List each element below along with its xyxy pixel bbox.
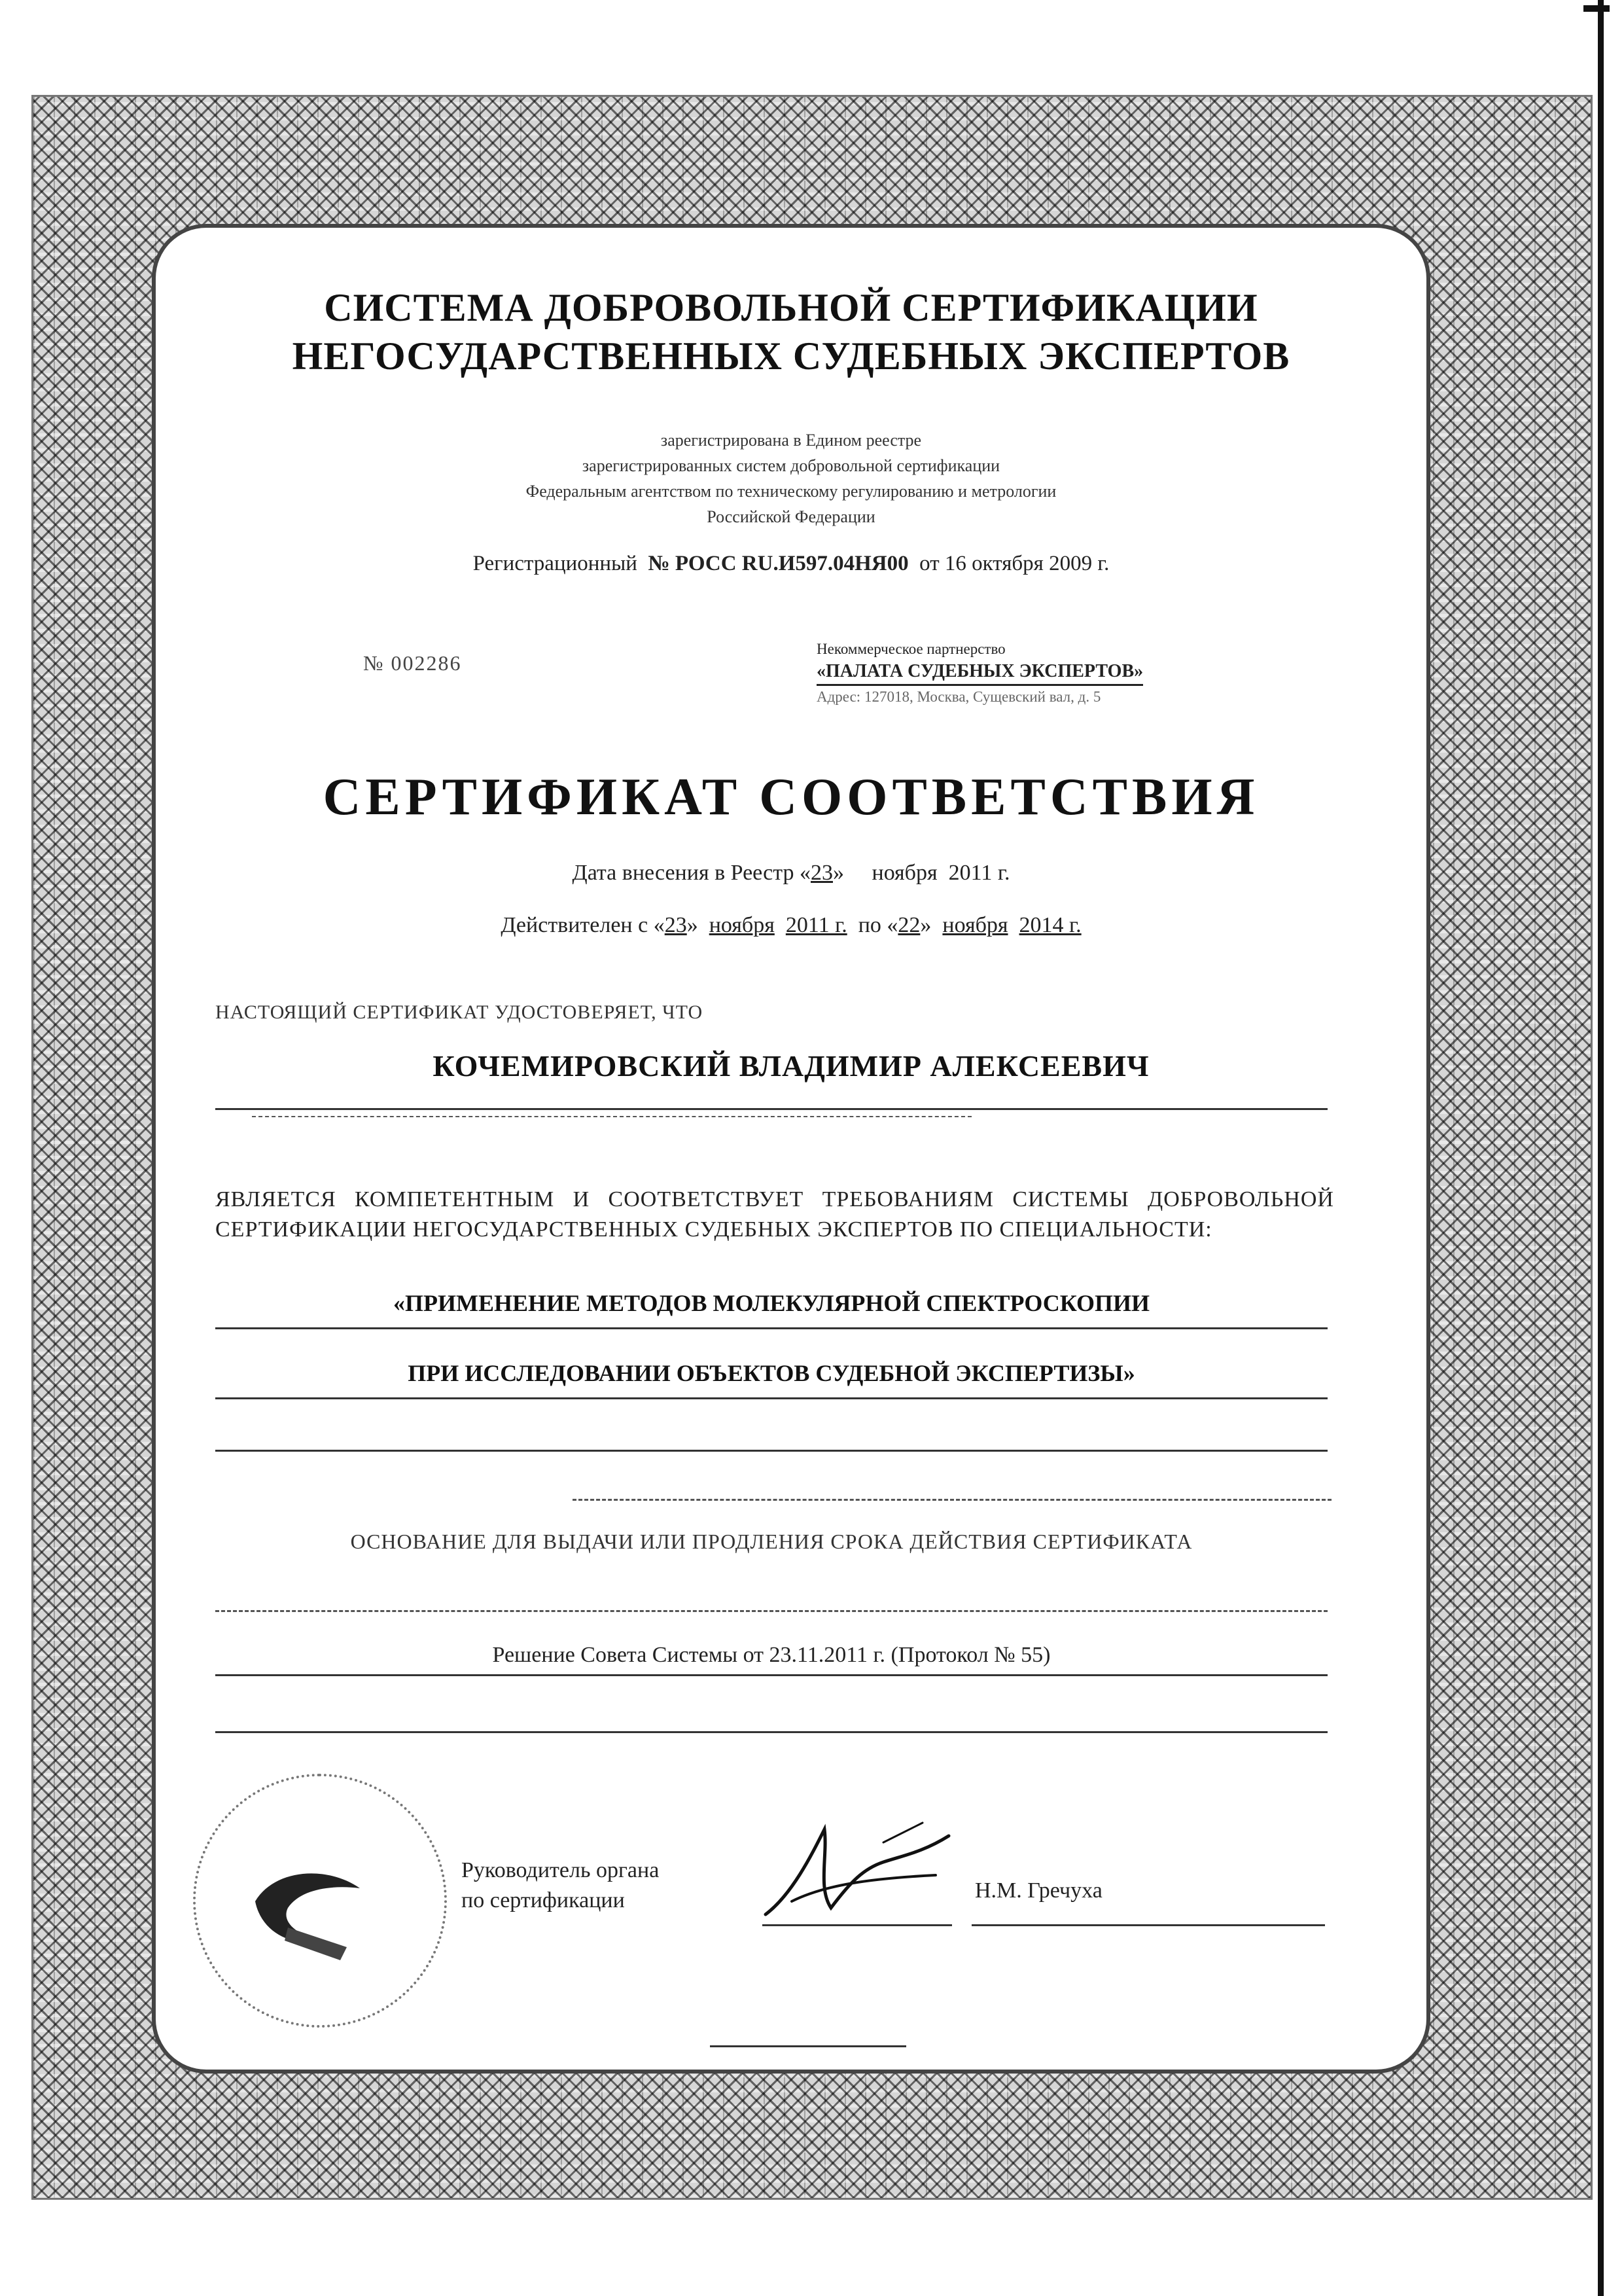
entry-year: 2011 г. — [948, 861, 1010, 885]
registration-date: от 16 октября 2009 г. — [919, 552, 1110, 575]
issuer-block — [817, 638, 1143, 708]
entry-date-label: Дата внесения в Реестр — [572, 861, 794, 885]
issuer-org-name: «ПАЛАТА СУДЕБНЫХ ЭКСПЕРТОВ» — [817, 660, 1143, 686]
signatory-name-underline — [972, 1924, 1325, 1926]
competence-statement: ЯВЛЯЕТСЯ КОМПЕТЕНТНЫМ И СООТВЕТСТВУЕТ ТРЕБОВАНИЯМ СИСТЕМЫ ДОБРОВОЛЬНОЙ СЕРТИФИКАЦИИ НЕГОСУДАРСТВЕННЫХ СУДЕБНЫХ ЭКСПЕРТОВ ПО СПЕЦИАЛЬНОСТИ: — [215, 1187, 1334, 1242]
certifies-statement: НАСТОЯЩИЙ СЕРТИФИКАТ УДОСТОВЕРЯЕТ, ЧТО — [215, 1001, 703, 1023]
validity-to-day: 22 — [898, 913, 921, 937]
specialty-underline-1 — [215, 1327, 1328, 1329]
validity-from-month: ноября — [709, 913, 775, 937]
basis-dashed-line — [215, 1610, 1328, 1612]
issuer-address: Адрес: 127018, Москва, Сущевский вал, д. 5 — [817, 689, 1101, 705]
basis-heading: ОСНОВАНИЕ ДЛЯ ВЫДАЧИ ИЛИ ПРОДЛЕНИЯ СРОКА ДЕЙСТВИЯ СЕРТИФИКАТА — [350, 1530, 1193, 1553]
signatory-role — [461, 1856, 659, 1916]
signatory-name: Н.М. Гречуха — [975, 1878, 1103, 1903]
registration-prefix: Регистрационный — [472, 552, 637, 575]
signatory-role-line-2: по сертификации — [461, 1888, 625, 1912]
certificate-number: № 002286 — [363, 651, 462, 675]
validity-label: Действителен с — [501, 913, 648, 937]
validity-to-year: 2014 г. — [1019, 913, 1082, 937]
scan-edge-bar — [1598, 0, 1604, 2296]
system-title-line-2: НЕГОСУДАРСТВЕННЫХ СУДЕБНЫХ ЭКСПЕРТОВ — [292, 334, 1290, 378]
registry-note-line: зарегистрированных систем добровольной сертификации — [582, 456, 1000, 475]
registry-note-line: Федеральным агентством по техническому регулированию и метрологии — [525, 482, 1057, 501]
registry-entry-date: Дата внесения в Реестр «23» ноября 2011 г. — [572, 861, 1010, 885]
holder-name: КОЧЕМИРОВСКИЙ ВЛАДИМИР АЛЕКСЕЕВИЧ — [432, 1049, 1150, 1083]
certificate-title: СЕРТИФИКАТ СООТВЕТСТВИЯ — [323, 768, 1260, 826]
registry-note-line: зарегистрирована в Едином реестре — [660, 431, 922, 450]
decision-underline — [215, 1674, 1328, 1676]
blank-dashed-line — [573, 1499, 1332, 1501]
registry-note — [160, 427, 1422, 529]
entry-month: ноября — [872, 861, 938, 885]
entry-day: 23 — [811, 861, 833, 885]
blank-line — [215, 1450, 1328, 1452]
registration-line — [160, 552, 1422, 576]
system-title-line-1: СИСТЕМА ДОБРОВОЛЬНОЙ СЕРТИФИКАЦИИ — [324, 286, 1258, 329]
certificate-panel — [160, 232, 1422, 2065]
validity-from-year: 2011 г. — [785, 913, 847, 937]
registration-number: № РОСС RU.И597.04НЯ00 — [648, 552, 909, 575]
validity-to-label: по — [858, 913, 881, 937]
bottom-short-line — [710, 2045, 906, 2047]
validity-period: Действителен с «23» ноября 2011 г. по «22» ноября 2014 г. — [501, 913, 1082, 937]
scan-edge-tick — [1583, 5, 1610, 12]
blank-line-2 — [215, 1731, 1328, 1733]
registry-note-line: Российской Федерации — [707, 507, 875, 526]
holder-subline — [252, 1116, 972, 1117]
specialty-underline-2 — [215, 1397, 1328, 1399]
signatory-role-line-1: Руководитель органа — [461, 1858, 660, 1882]
signature-icon — [752, 1816, 962, 1928]
holder-underline — [215, 1108, 1328, 1110]
specialty-line-1: «ПРИМЕНЕНИЕ МЕТОДОВ МОЛЕКУЛЯРНОЙ СПЕКТРОСКОПИИ — [393, 1290, 1150, 1316]
seal-emblem-icon — [249, 1862, 366, 1967]
issuer-org-type: Некоммерческое партнерство — [817, 641, 1006, 657]
validity-to-month: ноября — [942, 913, 1008, 937]
council-decision: Решение Совета Системы от 23.11.2011 г. (Протокол № 55) — [492, 1643, 1051, 1667]
specialty-line-2: ПРИ ИССЛЕДОВАНИИ ОБЪЕКТОВ СУДЕБНОЙ ЭКСПЕРТИЗЫ» — [408, 1360, 1135, 1386]
system-title — [160, 283, 1422, 380]
signature-line — [762, 1924, 952, 1926]
validity-from-day: 23 — [664, 913, 687, 937]
